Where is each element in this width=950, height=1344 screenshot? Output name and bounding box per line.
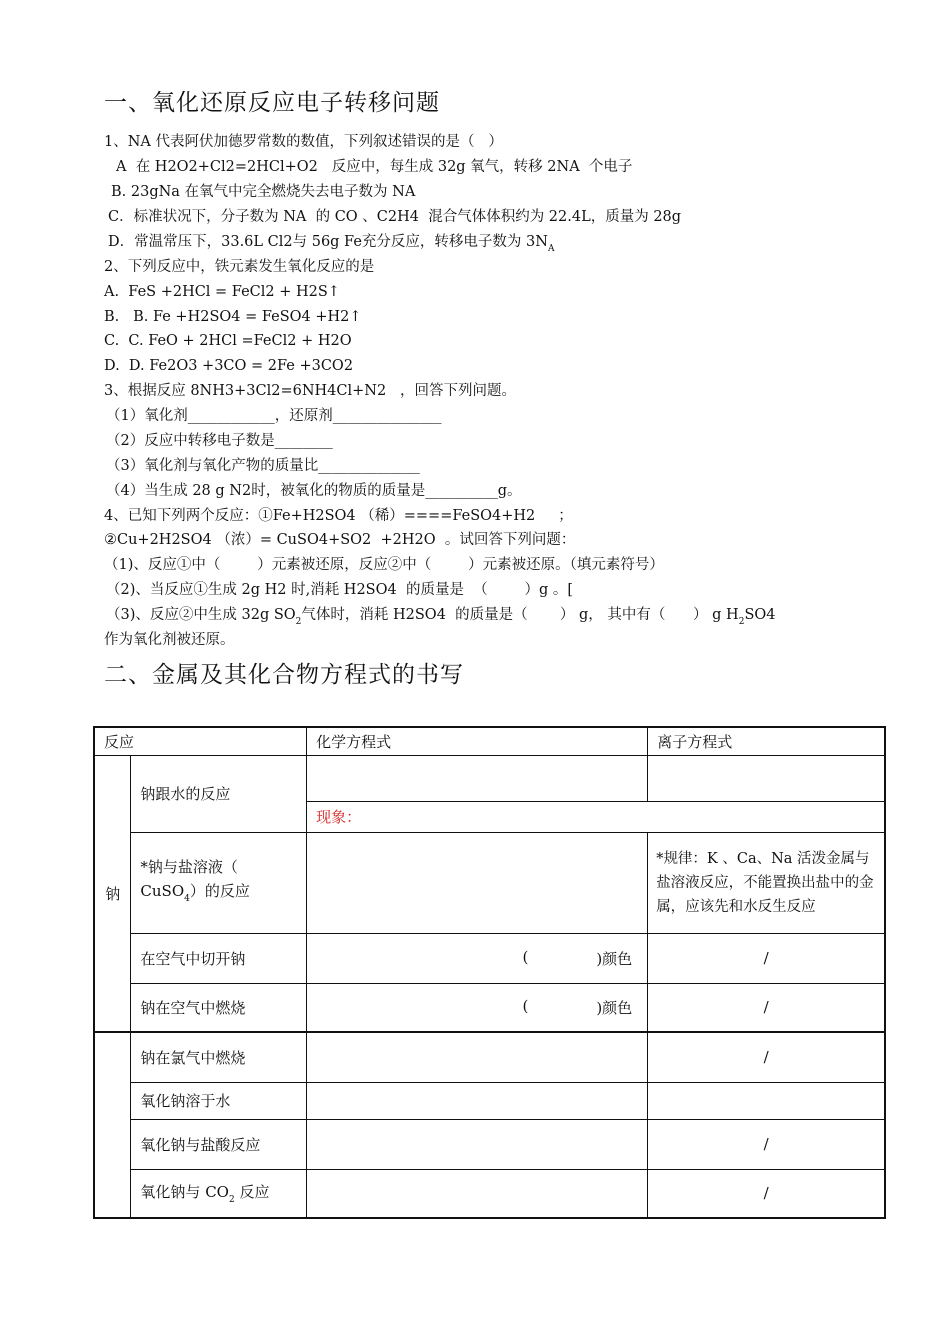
ionic-equation-cell[interactable]: /	[648, 933, 885, 983]
header-ionic-equation: 离子方程式	[648, 727, 885, 755]
table-row	[94, 983, 885, 1032]
group-continuation-cell	[94, 1032, 131, 1218]
table-row	[94, 1119, 885, 1169]
q3-part-3: （3）氧化剂与氧化产物的质量比______________	[106, 458, 420, 474]
chemical-equation-cell[interactable]	[307, 1032, 648, 1082]
chemical-equation-cell[interactable]	[307, 1169, 648, 1218]
q4-part-2: （2)、当反应①生成 2g H2 时,消耗 H2SO4 的质量是 （ ）g 。[	[106, 582, 574, 598]
row-name: 钠在空气中燃烧	[131, 983, 307, 1032]
rule-note: *规律：K 、Ca、Na 活泼金属与盐溶液反应，不能置换出盐中的金属，应该先和水反生反应	[648, 832, 885, 933]
row-name: 氧化钠与盐酸反应	[131, 1119, 307, 1169]
table-row	[94, 933, 885, 983]
chemical-equation-cell[interactable]: ( )颜色	[307, 933, 648, 983]
chemical-equation-cell[interactable]	[307, 832, 648, 933]
ionic-equation-cell[interactable]: /	[648, 1119, 885, 1169]
group-sodium-label: 钠	[94, 755, 131, 1032]
row-name: 钠跟水的反应	[131, 755, 307, 832]
section-2-title: 二、金属及其化合物方程式的书写	[104, 662, 464, 688]
row-name: 氧化钠溶于水	[131, 1082, 307, 1119]
q2-option-c: C. C. FeO + 2HCl =FeCl2 + H2O	[104, 333, 352, 349]
header-chemical-equation: 化学方程式	[307, 727, 648, 755]
table-row	[94, 1032, 885, 1082]
row-name: 钠在氯气中燃烧	[131, 1032, 307, 1082]
table-header-row	[94, 727, 885, 755]
q2-option-d: D. D. Fe2O3 +3CO = 2Fe +3CO2	[104, 358, 354, 374]
q3-stem: 3、根据反应 8NH3+3Cl2=6NH4Cl+N2 ，回答下列问题。	[104, 383, 517, 399]
row-name: 在空气中切开钠	[131, 933, 307, 983]
q4-part-3: （3)、反应②中生成 32g $SO_2$气体时，消耗 H2SO4 的质量是（ ） g， 其中有（ ） g $H_2SO4$	[106, 607, 776, 627]
row-name: 氧化钠与 $CO_2$ 反应	[131, 1169, 307, 1218]
chemical-equation-cell[interactable]	[307, 1119, 648, 1169]
table-row	[94, 832, 885, 933]
q1-option-c: C．标准状况下，分子数为 NA 的 CO 、C2H4 混合气体体积约为 22.4L，质量为 28g	[108, 209, 682, 225]
q1-option-b: B. 23gNa 在氧气中完全燃烧失去电子数为 NA	[111, 184, 416, 200]
row-name: *钠与盐溶液（ CuSO$_4$）的反应	[131, 832, 307, 933]
chemical-equation-cell[interactable]	[307, 755, 648, 801]
q3-part-4: （4）当生成 28 g N2时，被氧化的物质的质量是__________g。	[106, 483, 522, 499]
q2-option-b: B. B. Fe +H2SO4 = FeSO4 +H2↑	[104, 309, 362, 325]
phenomenon-cell[interactable]: 现象：	[307, 801, 885, 832]
ionic-equation-cell[interactable]	[648, 1082, 885, 1119]
ionic-equation-cell[interactable]: /	[648, 1169, 885, 1218]
q1-option-a: A 在 H2O2+Cl2=2HCl+O2 反应中，每生成 32g 氧气，转移 2NA 个电子	[116, 159, 633, 175]
equation-table	[93, 726, 886, 1219]
q2-option-a: A. FeS +2HCl = FeCl2 + H2S↑	[104, 284, 340, 300]
q1-stem: 1、NA 代表阿伏加德罗常数的数值，下列叙述错误的是（ ）	[104, 134, 503, 150]
header-reaction: 反应	[94, 727, 307, 755]
q4-stem: 4、已知下列两个反应：①Fe+H2SO4 （稀）====FeSO4+H2 ；	[104, 508, 573, 524]
q4-part-1: （1)、反应①中（ ）元素被还原，反应②中（ ）元素被还原。（填元素符号）	[104, 557, 664, 573]
q1-option-d: D．常温常压下，33.6L Cl2与 56g Fe充分反应，转移电子数为 $3N_A$	[108, 234, 555, 254]
q4-part-3-end: 作为氧化剂被还原。	[104, 632, 235, 648]
table-row	[94, 1169, 885, 1218]
chemical-equation-cell[interactable]	[307, 1082, 648, 1119]
table-row	[94, 1082, 885, 1119]
chemical-equation-cell[interactable]: ( )颜色	[307, 983, 648, 1032]
ionic-equation-cell[interactable]: /	[648, 1032, 885, 1082]
table-row	[94, 755, 885, 801]
ionic-equation-cell[interactable]	[648, 755, 885, 801]
section-1-title: 一、氧化还原反应电子转移问题	[104, 90, 440, 116]
q2-stem: 2、下列反应中，铁元素发生氧化反应的是	[104, 259, 375, 275]
ionic-equation-cell[interactable]: /	[648, 983, 885, 1032]
q3-part-1: （1）氧化剂____________，还原剂_______________	[106, 408, 442, 424]
q3-part-2: （2）反应中转移电子数是________	[106, 433, 333, 449]
q4-reaction-2: ②Cu+2H2SO4 （浓）= CuSO4+SO2 +2H2O 。试回答下列问题：	[104, 532, 576, 548]
